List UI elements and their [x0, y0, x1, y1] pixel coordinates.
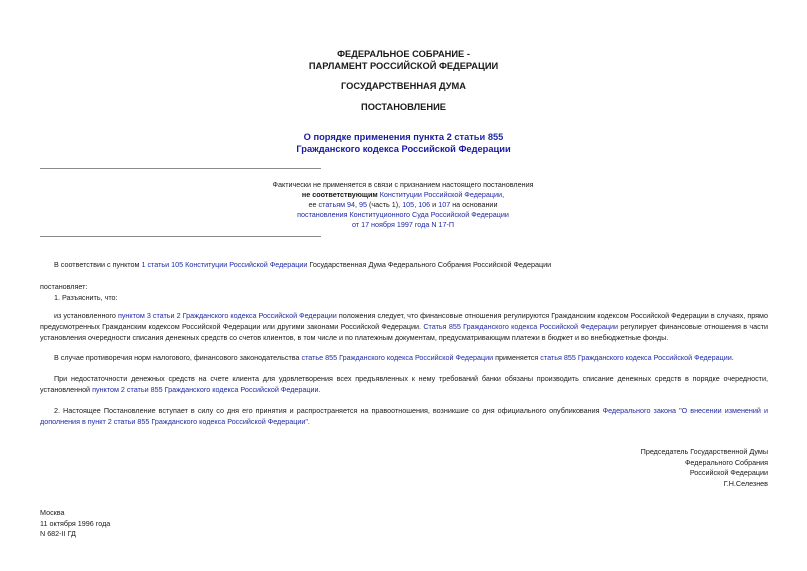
note-line-2	[220, 190, 586, 200]
paragraph-contradiction	[40, 352, 768, 363]
paragraph-preamble	[40, 259, 768, 270]
paragraph-resolves: постановляет:	[40, 282, 88, 291]
p5-text-post: .	[731, 353, 734, 362]
paragraph-insufficient-funds	[40, 373, 768, 395]
divider-bottom	[40, 236, 321, 237]
p7-text-pre: 2. Настоящее Постановление вступает в силу со дня его принятия и распространяется на правоотношения, возникшие со дня официального опубликования	[54, 406, 603, 415]
p5-link-1[interactable]: статье 855 Гражданского кодекса Российской Федерации	[301, 353, 494, 362]
note-link-art107[interactable]: 107	[438, 200, 451, 210]
header-line-2: ПАРЛАМЕНТ РОССИЙСКОЙ ФЕДЕРАЦИИ	[308, 61, 499, 71]
footer-block	[40, 508, 110, 540]
p4-text-mid: положения следует, что финансовые отношения регулируются Гражданским кодексом Российской Федерации в случаях, прямо предусмотренных Гражданским кодексом Российской Федерации или другими законами Российской Федерации.	[40, 311, 768, 331]
footer-city: Москва	[40, 508, 65, 517]
footer-number: N 682-II ГД	[40, 529, 76, 539]
p7-link-federal-law[interactable]: Федерального закона "О внесении изменений и дополнения в пункт 2 статьи 855 Гражданского кодекса Российской Федерации"	[40, 406, 768, 426]
note-comma: ,	[502, 190, 505, 200]
note-text-mid: (часть 1),	[367, 200, 403, 210]
p6-text-post: .	[318, 385, 321, 394]
p5-text-mid: применяется	[493, 353, 541, 362]
signature-line-2: Федерального Собрания	[684, 457, 768, 467]
p4-text-post: регулирует финансовые отношения в части установления очередности списания денежных средств со счетов клиентов, в том числе и по платежным документам, предусматривающим платежи в бюджет и во внебюджетные фонды.	[40, 322, 768, 342]
footer-date: 11 октября 1996 года	[40, 518, 111, 528]
note-line-1: Фактически не применяется в связи с признанием настоящего постановления	[272, 180, 534, 189]
signature-line-3: Российской Федерации	[689, 468, 768, 478]
note-sep-1: ,	[355, 200, 360, 210]
note-and: и	[430, 200, 439, 210]
p5-link-2[interactable]: статья 855 Гражданского кодекса Российской Федерации	[540, 353, 732, 362]
paragraph-financial-relations	[40, 310, 768, 343]
signature-name: Г.Н.Селезнев	[723, 479, 768, 489]
signature-line-1: Председатель Государственной Думы	[640, 447, 768, 456]
divider-top	[40, 168, 321, 169]
p4-text-pre: из установленного	[54, 311, 118, 320]
note-link-art106[interactable]: 106	[418, 200, 431, 210]
header-line-1: ФЕДЕРАЛЬНОЕ СОБРАНИЕ -	[337, 49, 470, 59]
preamble-link-constitution[interactable]: 1 статьи 105 Конституции Российской Федерации	[141, 260, 308, 269]
note-text-pre: ее	[308, 200, 319, 210]
paragraph-item-1: 1. Разъяснить, что:	[54, 293, 118, 302]
p4-link-gk-art2[interactable]: пунктом 3 статьи 2 Гражданского кодекса Российской Федерации	[117, 311, 337, 320]
header-duma: ГОСУДАРСТВЕННАЯ ДУМА	[340, 81, 467, 91]
doc-title-line-1	[0, 131, 807, 143]
note-link-art94[interactable]: статьям 94	[318, 200, 356, 210]
p6-link[interactable]: пунктом 2 статьи 855 Гражданского кодекса Российской Федерации	[92, 385, 319, 394]
doc-title-text: О порядке применения пункта 2	[303, 132, 455, 142]
note-link-art95[interactable]: 95	[359, 200, 368, 210]
p6-text-pre: При недостаточности денежных средств на счете клиента для удовлетворения всех предъявленных к нему требований банки обязаны производить списание денежных средств в порядке очередности, установленной	[40, 374, 768, 394]
status-note	[220, 180, 586, 230]
doc-title-line-2: Гражданского кодекса Российской Федерации	[296, 144, 511, 154]
p4-link-gk-art855[interactable]: Статья 855 Гражданского кодекса Российской Федерации	[423, 322, 619, 331]
doc-type: ПОСТАНОВЛЕНИЕ	[361, 102, 446, 112]
paragraph-effective	[40, 405, 768, 427]
preamble-text-post: Государственная Дума Федерального Собрания Российской Федерации	[307, 260, 552, 269]
note-text-post: на основании	[450, 200, 498, 210]
p7-text-post: .	[307, 417, 310, 426]
preamble-text-pre: В соответствии с пунктом	[54, 260, 142, 269]
p5-text-pre: В случае противоречия норм налогового, финансового законодательства	[54, 353, 302, 362]
note-link-constitution[interactable]: Конституции Российской Федерации	[379, 190, 503, 200]
signature-block	[518, 447, 768, 490]
note-sep-2: ,	[414, 200, 419, 210]
doc-title-link[interactable]: статьи 855	[454, 132, 504, 142]
note-link-art105[interactable]: 105	[402, 200, 415, 210]
note-link-ruling-date[interactable]: от 17 ноября 1997 года N 17-П	[351, 220, 455, 230]
note-link-ruling[interactable]: постановления Конституционного Суда Российской Федерации	[297, 210, 509, 220]
note-bold: не соответствующим	[301, 190, 378, 200]
note-line-3	[220, 200, 586, 210]
